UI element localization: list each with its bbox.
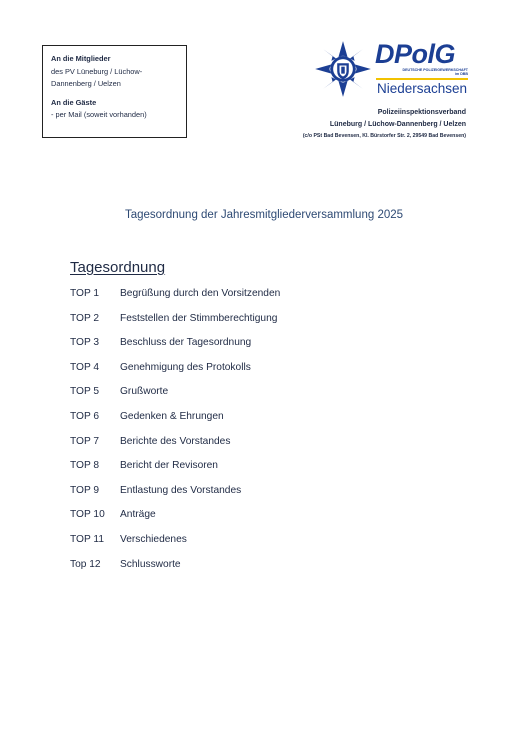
agenda-item-number: TOP 11 (70, 533, 104, 545)
agenda-item-text: Bericht der Revisoren (120, 460, 218, 472)
agenda-item-text: Verschiedenes (120, 533, 187, 545)
recipient-line: Dannenberg / Uelzen (51, 79, 121, 88)
police-star-icon (314, 40, 372, 98)
agenda-item (70, 361, 470, 386)
agenda-item (70, 558, 470, 583)
agenda-item-text: Gedenken & Ehrungen (120, 410, 224, 422)
agenda-item-number: TOP 9 (70, 484, 100, 496)
sender-organization: Polizeiinspektionsverband (377, 109, 466, 116)
sender-address: (c/o PSt Bad Bevensen, Kl. Bürstorfer Str. 2, 29549 Bad Bevensen) (302, 133, 466, 139)
recipient-line: des PV Lüneburg / Lüchow- (51, 66, 143, 76)
agenda-item (70, 508, 470, 533)
agenda-item-number: TOP 4 (70, 361, 100, 373)
agenda-item (70, 484, 470, 509)
agenda-item-text: Anträge (120, 509, 156, 521)
recipient-line: An die Mitglieder (51, 54, 111, 63)
agenda-item-number: TOP 2 (70, 312, 100, 324)
recipient-line: An die Gäste (51, 97, 97, 107)
agenda-item (70, 385, 470, 410)
recipient-line: - per Mail (soweit vorhanden) (51, 110, 147, 119)
agenda-item-text: Beschluss der Tagesordnung (120, 337, 252, 349)
sender-block (303, 107, 466, 141)
agenda-item-text: Begrüßung durch den Vorsitzenden (120, 288, 281, 299)
agenda-item-number: TOP 6 (70, 410, 100, 422)
agenda-item-text: Genehmigung des Protokolls (120, 361, 251, 373)
agenda-item (70, 312, 470, 337)
agenda-item-number: TOP 8 (70, 460, 100, 472)
agenda-item-number: TOP 7 (70, 435, 100, 447)
logo-subline-2: im DBB (455, 72, 468, 77)
agenda-heading: Tagesordnung (70, 259, 166, 276)
agenda-item (70, 287, 470, 312)
logo-subline-1: DEUTSCHE POLIZEIGEWERKSCHAFT (402, 68, 468, 72)
logo-region-text: Niedersachsen (377, 81, 468, 96)
agenda-item-text: Grußworte (120, 386, 169, 398)
agenda-item (70, 410, 470, 435)
agenda-item (70, 435, 470, 460)
recipient-address-box (42, 45, 187, 138)
logo-brand-text: DPolG (375, 39, 456, 69)
logo-divider (376, 78, 468, 80)
agenda-item-text: Berichte des Vorstandes (120, 435, 231, 447)
agenda-list (70, 287, 470, 582)
agenda-item-number: TOP 1 (70, 288, 100, 299)
dpolg-logo (314, 40, 474, 102)
document-title: Tagesordnung der Jahresmitgliederversammlung 2025 (124, 209, 404, 221)
agenda-item-text: Feststellen der Stimmberechtigung (120, 312, 278, 324)
agenda-item-number: TOP 3 (70, 337, 100, 349)
agenda-item-text: Entlastung des Vorstandes (120, 484, 242, 496)
agenda-item (70, 336, 470, 361)
agenda-item-number: TOP 5 (70, 386, 100, 398)
agenda-item (70, 533, 470, 558)
agenda-item-text: Schlussworte (120, 558, 181, 570)
agenda-item-number: TOP 10 (70, 509, 105, 521)
logo-subline (376, 68, 468, 76)
agenda-item (70, 459, 470, 484)
sender-region: Lüneburg / Lüchow-Dannenberg / Uelzen (329, 121, 466, 128)
agenda-item-number: Top 12 (70, 558, 101, 570)
